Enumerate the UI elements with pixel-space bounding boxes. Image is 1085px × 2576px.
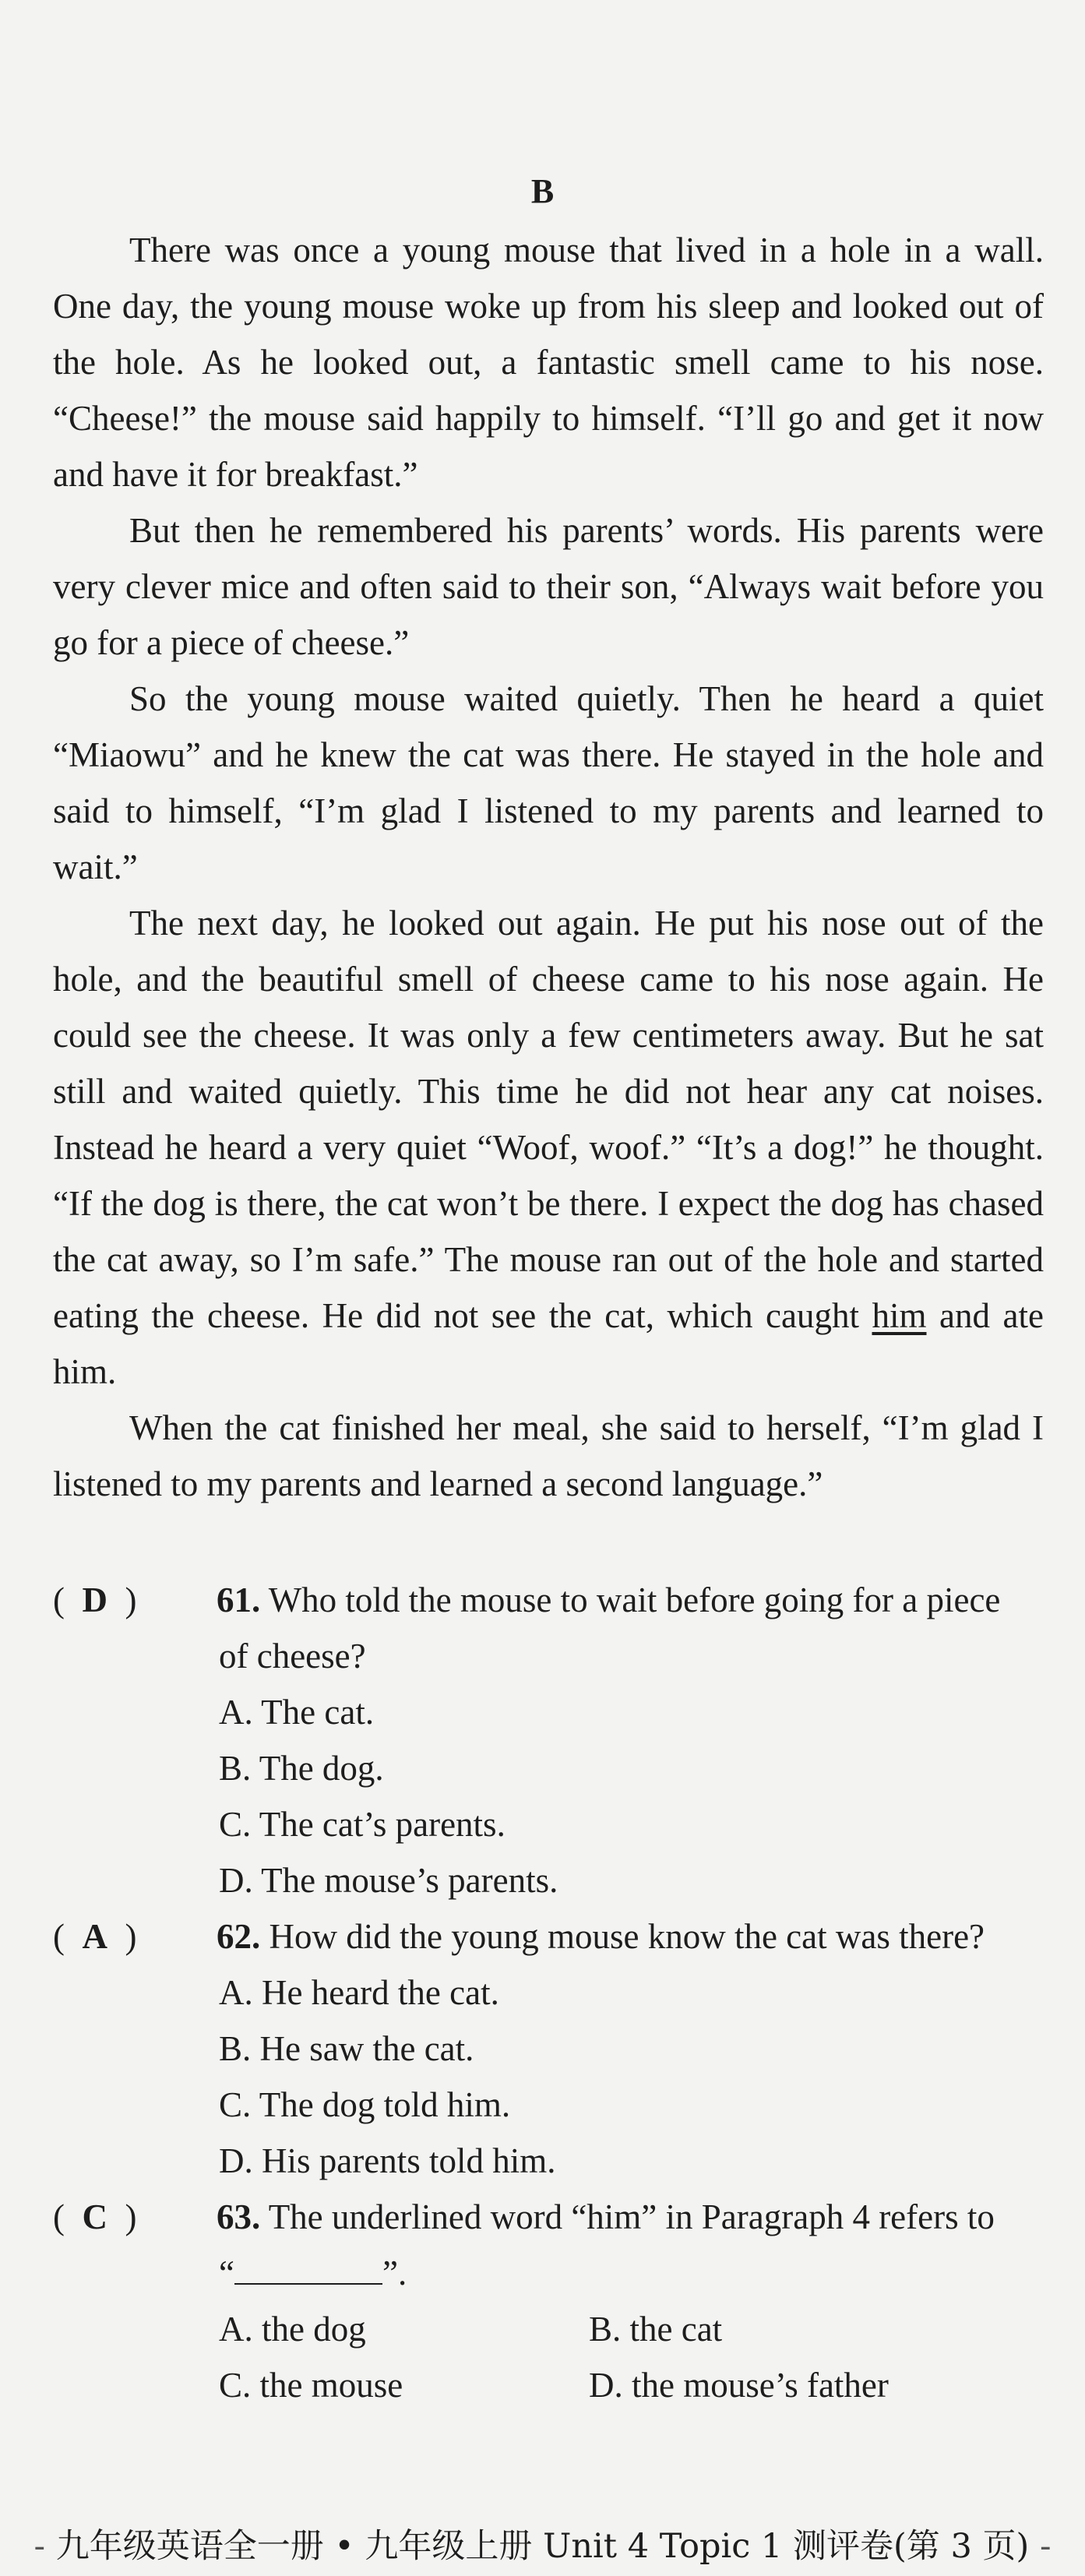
page-footer: [0, 2520, 1085, 2567]
question-list: [53, 1572, 1044, 2413]
paragraph-5: When the cat finished her meal, she said to herself, “I’m glad I listened to my parents and learned a second language.”: [53, 1408, 1044, 1503]
paragraph-4: [53, 895, 1044, 1400]
answer-bracket: ( C ): [53, 2197, 137, 2236]
reading-passage: [53, 222, 1044, 1512]
question-text: Who told the mouse to wait before going for a piece: [268, 1580, 1001, 1619]
question-number: 62.: [217, 1917, 261, 1956]
fill-blank-line: “ ”.: [219, 2254, 407, 2292]
option-a: A. The cat.: [219, 1693, 375, 1732]
question-63: [53, 2189, 1044, 2413]
option-c: C. The dog told him.: [219, 2085, 511, 2124]
answer-letter: C: [82, 2197, 107, 2236]
answer-blank: [234, 2260, 382, 2285]
option-d: D. the mouse’s father: [589, 2366, 889, 2405]
footer-text: 九年级英语全一册 • 九年级上册 Unit 4 Topic 1 测评卷(第 3 页): [55, 2527, 1030, 2566]
answer-bracket: ( D ): [53, 1580, 137, 1619]
answer-letter: A: [82, 1917, 107, 1956]
answer-bracket: ( A ): [53, 1917, 137, 1956]
option-c: C. the mouse: [219, 2366, 403, 2405]
question-text: How did the young mouse know the cat was there?: [269, 1917, 985, 1956]
option-b: B. The dog.: [219, 1749, 384, 1788]
footer-dash-right: -: [1039, 2527, 1052, 2566]
option-a: A. He heard the cat.: [219, 1973, 499, 2012]
paragraph-2: But then he remembered his parents’ words. His parents were very clever mice and often said to their son, “Always wait before you go for a piece of cheese.”: [53, 511, 1044, 662]
option-d: D. The mouse’s parents.: [219, 1861, 558, 1900]
underlined-word: him: [872, 1296, 927, 1335]
question-text: The underlined word “him” in Paragraph 4 refers to: [268, 2197, 995, 2236]
paragraph-4-text-before: The next day, he looked out again. He put his nose out of the hole, and the beautiful smell of cheese came to his nose again. He could see the cheese. It was only a few centimeters away. But he sat still and waited quietly. This time he did not hear any cat noises. Instead he heard a very quiet “Woof, woof.” “It’s a dog!” he thought. “If the dog is there, the cat won’t be there. I expect the dog has chased the cat away, so I’m safe.” The mouse ran out of the hole and started eating the cheese. He did not see the cat, which caught: [53, 904, 1044, 1335]
paragraph-1: There was once a young mouse that lived in a hole in a wall. One day, the young mouse woke up from his sleep and looked out of the hole. As he looked out, a fantastic smell came to his nose. “Cheese!” the mouse said happily to himself. “I’ll go and get it now and have it for breakfast.”: [53, 231, 1044, 494]
paragraph-3: So the young mouse waited quietly. Then he heard a quiet “Miaowu” and he knew the cat was there. He stayed in the hole and said to himself, “I’m glad I listened to my parents and learned to wait.”: [53, 679, 1044, 886]
footer-dash-left: -: [33, 2527, 46, 2566]
question-number: 61.: [217, 1580, 261, 1619]
answer-letter: D: [82, 1580, 107, 1619]
question-text-continued: of cheese?: [219, 1637, 366, 1676]
option-c: C. The cat’s parents.: [219, 1805, 506, 1844]
paragraph-4-text-after: and ate him.: [53, 1296, 1044, 1391]
section-title: B: [530, 172, 555, 210]
option-b: B. the cat: [589, 2310, 723, 2349]
option-b: B. He saw the cat.: [219, 2029, 474, 2068]
question-number: 63.: [217, 2197, 261, 2236]
question-61: [53, 1572, 1044, 1908]
option-d: D. His parents told him.: [219, 2141, 556, 2180]
option-a: A. the dog: [219, 2310, 366, 2349]
question-62: [53, 1908, 1044, 2189]
